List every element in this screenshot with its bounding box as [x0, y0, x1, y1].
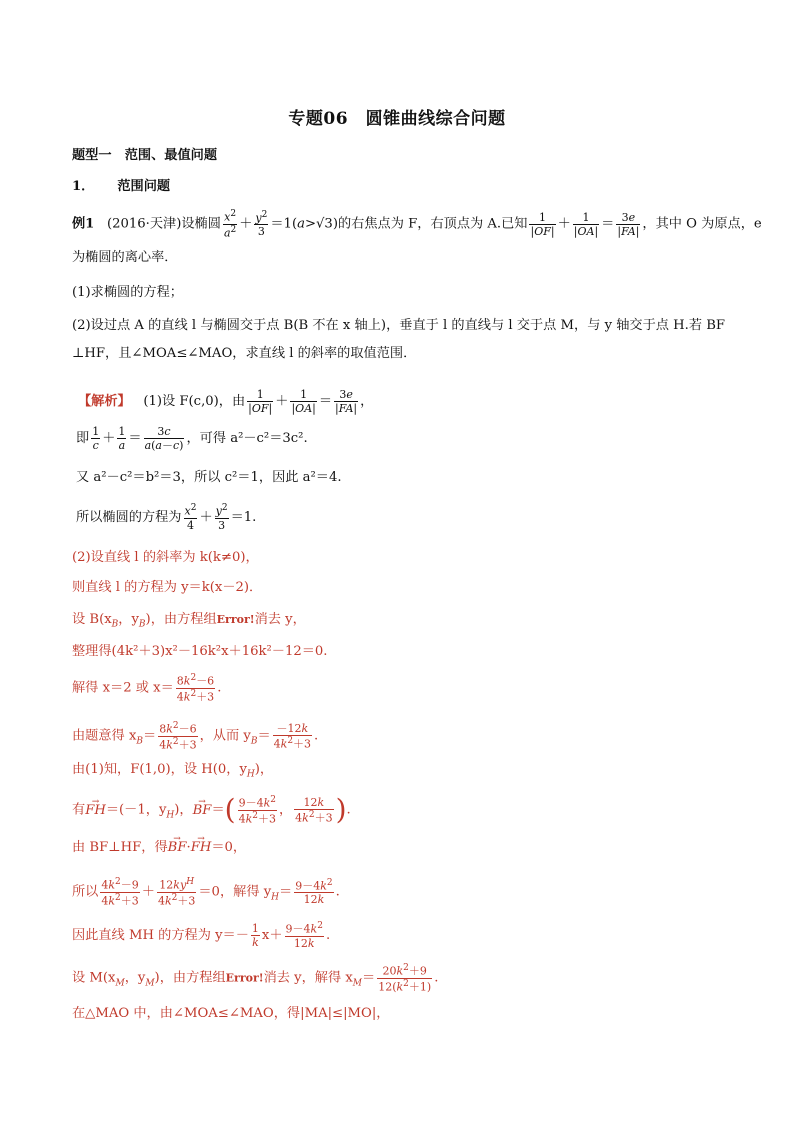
- error-marker: Error!: [225, 971, 264, 985]
- fraction: $\frac{x^2}{4}$: [184, 503, 197, 532]
- solution-line-9: 解得 x＝2 或 x＝ $\frac{8k^2-6}{4k^2+3}$ .: [72, 673, 222, 704]
- solution-line-16: 设 $M(x_M$，$y_M$)，由方程组Error!消去 y，解得 $x_M=$ $\frac{20k^2+9}{12(k^2+1)}$ .: [72, 963, 439, 994]
- solution-line-2: 即 $\frac{1}{c}$ ＋ $\frac{1}{a}$ ＝ $\frac{3c}{a(a-c)}$ ，可得 a²－c²＝3c².: [76, 425, 308, 452]
- solution-line-11: 由(1)知，F(1,0)，设 H(0，$y_H$)，: [72, 762, 274, 780]
- fraction: $\frac{9-4k^2}{4k^2+3}$: [238, 795, 276, 826]
- fraction: $\frac{1}{a}$: [118, 425, 126, 452]
- fraction: $\frac{12k}{4k^2+3}$: [295, 795, 333, 825]
- fraction: $\frac{9-4k^2}{12k}$: [285, 921, 323, 950]
- solution-label: 【解析】: [78, 394, 131, 409]
- fraction: $\frac{y^2}{3}$: [215, 503, 228, 532]
- error-marker: Error!: [216, 613, 255, 626]
- solution-line-4: 所以椭圆的方程为 $\frac{x^2}{4}$ ＋ $\frac{y^2}{3}$ ＝1.: [76, 503, 257, 532]
- example-label: 例1: [72, 216, 95, 232]
- fraction: $\frac{4k^2-9}{4k^2+3}$: [101, 877, 139, 908]
- fraction-y2-3: $\frac{y^2}{3}$: [255, 209, 268, 239]
- subsection-heading: 1． 范围问题: [72, 179, 171, 194]
- section-heading: 题型一 范围、最值问题: [72, 148, 218, 163]
- fraction: $\frac{1}{c}$: [92, 425, 100, 452]
- vec: → BF: [168, 838, 187, 858]
- fraction-1-oa: $\frac{1}{|OA|}$: [573, 210, 599, 238]
- problem-part-2a: (2)设过点 A 的直线 l 与椭圆交于点 B(B 不在 x 轴上)，垂直于 l 的直线与 l 交于点 M，与 y 轴交于点 H.若 BF: [72, 318, 726, 333]
- problem-line-2: 为椭圆的离心率．: [72, 250, 178, 265]
- solution-line-3: 又 a²－c²＝b²＝3，所以 c²＝1，因此 a²＝4.: [76, 470, 342, 485]
- vec: → FH: [191, 838, 212, 858]
- solution-line-15: 因此直线 MH 的方程为 y＝－ $\frac{1}{k}$ x＋ $\frac{9-4k^2}{12k}$ .: [72, 921, 331, 950]
- solution-line-17: 在△MAO 中，由∠MOA≤∠MAO，得|MA|≤|MO|，: [72, 1006, 390, 1021]
- bigp: ): [335, 793, 347, 827]
- vec: → FH: [85, 801, 106, 821]
- fraction: $\frac{1}{|OF|}$: [248, 388, 273, 415]
- solution-line-5: (2)设直线 l 的斜率为 k(k≠0)，: [72, 550, 259, 565]
- fraction: $\frac{3c}{a(a-c)}$: [144, 425, 184, 452]
- solution-line-1: 【解析】 (1)设 F(c,0)，由 $\frac{1}{|OF|}$ ＋ $\frac{1}{|OA|}$ ＝ $\frac{3e}{|FA|}$ ，: [78, 388, 374, 415]
- solution-line-8: 整理得(4k²＋3)x²－16k²x＋16k²－12＝0.: [72, 644, 328, 659]
- problem-line-1: 例1 (2016·天津)设椭圆 $\frac{x^2}{a^2}$ ＋ $\frac{y^2}{3}$ ＝1(a>√3)的右焦点为 F，右顶点为 A.已知 $\frac{1}{|OF|}$ ＋ $\frac{1}{|OA|}$ ＝ $\frac{3e}{|FA|}$ ，其中 O 为原点，e: [72, 209, 762, 240]
- solution-line-14: 所以 $\frac{4k^2-9}{4k^2+3}$ ＋ $12ky^H$ $4k^2+3$ ＝0，解得 $y_H=$ $\frac{9-4k^2}{12k}$ .: [72, 877, 340, 908]
- solution-line-12: 有→ FH＝(－1，$y_H$)，→ BF＝( $\frac{9-4k^2}{4k^2+3}$ ， $\frac{12k}{4k^2+3}$ ).: [72, 796, 351, 825]
- fraction: $\frac{1}{|OA|}$: [291, 388, 316, 415]
- vec: → BF: [193, 801, 212, 821]
- fraction: $\frac{20k^2+9}{12(k^2+1)}$: [378, 963, 432, 994]
- solution-line-6: 则直线 l 的方程为 y＝k(x－2)．: [72, 580, 263, 595]
- problem-part-1: (1)求椭圆的方程；: [72, 285, 183, 300]
- fraction: $\frac{1}{k}$: [251, 921, 259, 949]
- fraction: $\frac{8k^2-6}{4k^2+3}$: [159, 721, 197, 752]
- fraction: $\frac{9-4k^2}{12k}$: [295, 877, 333, 907]
- solution-line-10: 由题意得 $x_B=$ $\frac{8k^2-6}{4k^2+3}$ ，从而 $y_B=$ $\frac{-12k}{4k^2+3}$ .: [72, 721, 319, 752]
- fraction-1-of: $\frac{1}{|OF|}$: [530, 210, 555, 238]
- fraction-x2-a2: $\frac{x^2}{a^2}$: [223, 209, 237, 240]
- problem-part-2b: ⊥HF，且∠MOA≤∠MAO，求直线 l 的斜率的取值范围．: [72, 346, 417, 361]
- solution-line-7: 设 $B(x_B$，$y_B$)，由方程组Error!消去 y，: [72, 612, 306, 630]
- page-title: 专题06 圆锥曲线综合问题: [288, 109, 506, 129]
- fraction: $\frac{-12k}{4k^2+3}$: [273, 721, 312, 751]
- fraction: $12ky^H$ $4k^2+3$: [157, 877, 196, 908]
- fraction: $\frac{8k^2-6}{4k^2+3}$: [176, 673, 215, 704]
- bigp: (: [224, 793, 236, 827]
- fraction-3e-fa: $\frac{3e}{|FA|}$: [617, 210, 640, 238]
- fraction: $\frac{3e}{|FA|}$: [335, 388, 358, 415]
- solution-line-13: 由 BF⊥HF，得→ BF·→ FH＝0，: [72, 838, 246, 858]
